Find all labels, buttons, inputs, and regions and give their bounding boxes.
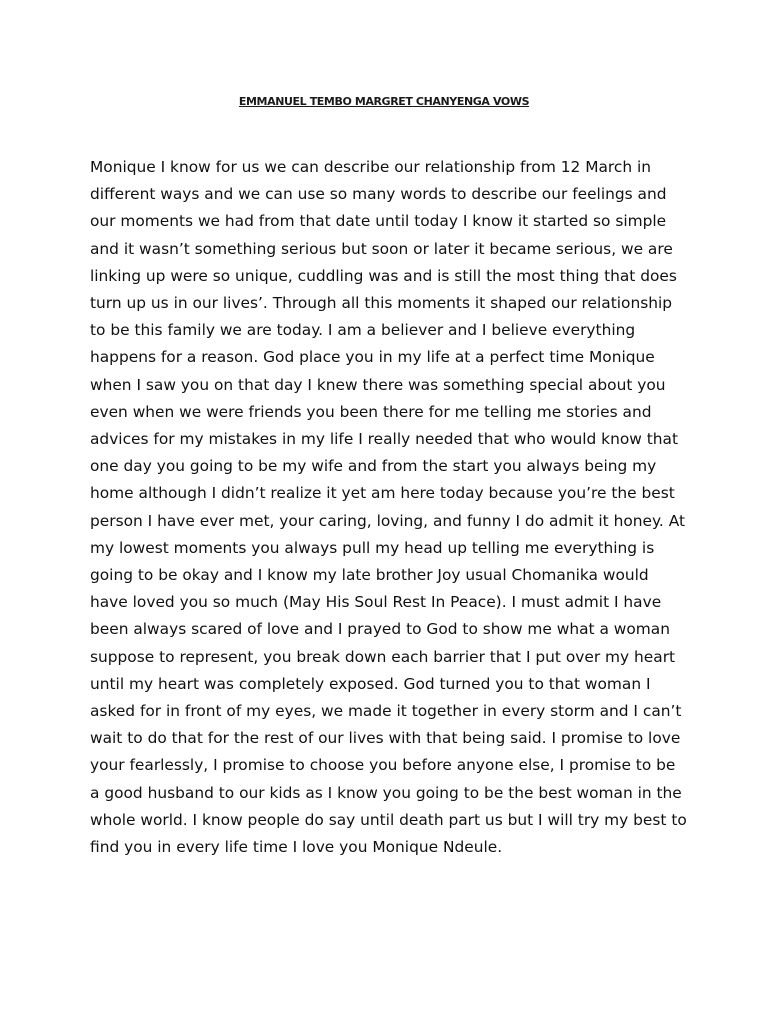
paragraph-line: to be this family we are today. I am a believer and I believe everything	[90, 321, 636, 340]
paragraph-line: wait to do that for the rest of our lives with that being said. I promise to love	[90, 729, 681, 748]
paragraph-line: my lowest moments you always pull my head up telling me everything is	[90, 538, 655, 557]
paragraph-line: home although I didn’t realize it yet am here today because you’re the best	[90, 484, 675, 503]
document-title: EMMANUEL TEMBO MARGRET CHANYENGA VOWS	[238, 95, 530, 108]
paragraph-line: different ways and we can use so many words to describe our feelings and	[90, 185, 667, 204]
paragraph-line: a good husband to our kids as I know you going to be the best woman in the	[90, 783, 682, 802]
paragraph-line: whole world. I know people do say until death part us but I will try my best to	[90, 810, 687, 829]
paragraph-line: until my heart was completely exposed. God turned you to that woman I	[90, 674, 651, 693]
paragraph-line: going to be okay and I know my late brother Joy usual Chomanika would	[90, 566, 649, 585]
paragraph-line: our moments we had from that date until today I know it started so simple	[90, 212, 667, 231]
paragraph-line: linking up were so unique, cuddling was and is still the most thing that does	[90, 266, 677, 285]
paragraph-line: and it wasn’t something serious but soon or later it became serious, we are	[90, 239, 673, 258]
paragraph-line: person I have ever met, your caring, loving, and funny I do admit it honey. At	[90, 511, 685, 530]
paragraph-line: advices for my mistakes in my life I really needed that who would know that	[90, 430, 678, 449]
paragraph-line: suppose to represent, you break down each barrier that I put over my heart	[90, 647, 676, 666]
vows-paragraph	[90, 154, 686, 861]
paragraph-line: asked for in front of my eyes, we made it together in every storm and I can’t	[90, 702, 682, 721]
paragraph-line: turn up us in our lives’. Through all this moments it shaped our relationship	[90, 294, 673, 313]
paragraph-line: when I saw you on that day I knew there was something special about you	[90, 375, 666, 394]
paragraph-line: one day you going to be my wife and from the start you always being my	[90, 457, 657, 476]
paragraph-line: Monique I know for us we can describe our relationship from 12 March in	[90, 158, 652, 176]
paragraph-line: have loved you so much (May His Soul Rest In Peace). I must admit I have	[90, 593, 662, 612]
paragraph-line: been always scared of love and I prayed to God to show me what a woman	[90, 620, 670, 639]
paragraph-line: find you in every life time I love you Monique Ndeule.	[90, 838, 503, 857]
paragraph-line: even when we were friends you been there for me telling me stories and	[90, 402, 652, 421]
paragraph-line: your fearlessly, I promise to choose you before anyone else, I promise to be	[90, 756, 676, 775]
paragraph-line: happens for a reason. God place you in my life at a perfect time Monique	[90, 348, 655, 367]
